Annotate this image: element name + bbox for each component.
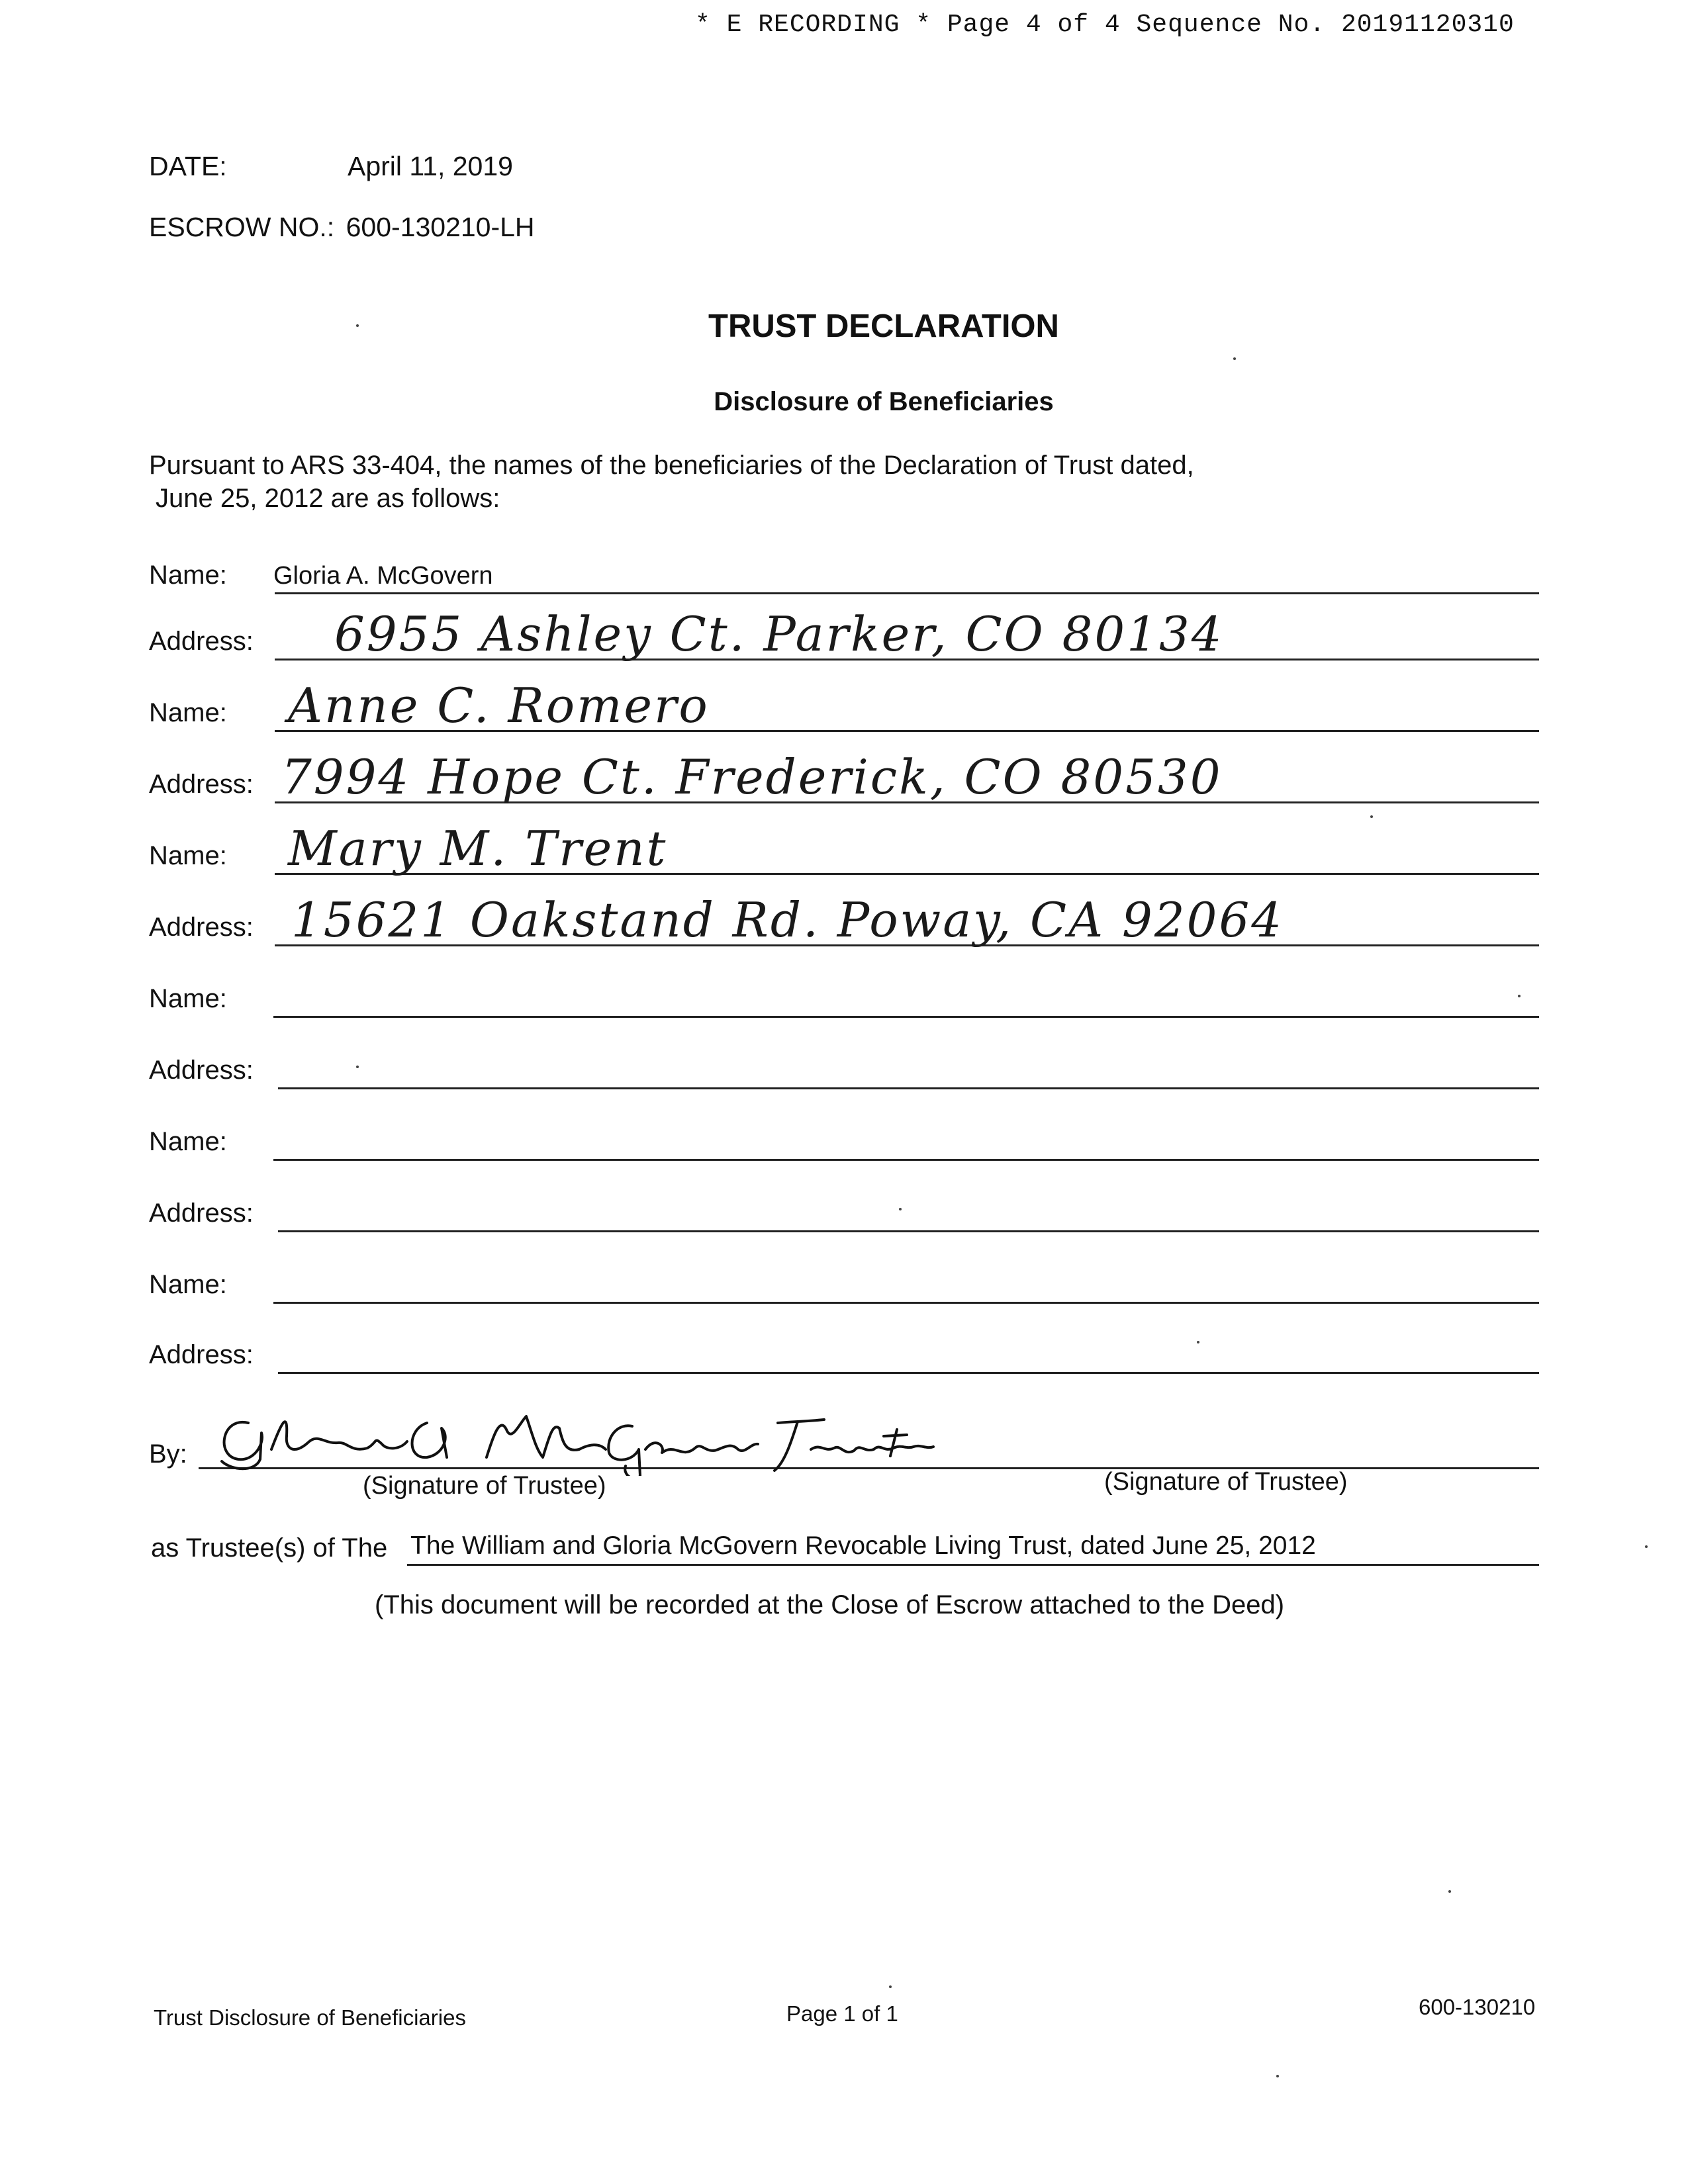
beneficiary-5-address-row	[149, 1181, 1539, 1240]
beneficiary-2-name: Anne C. Romero	[288, 678, 710, 733]
address-label: Address:	[149, 1199, 254, 1228]
name-label: Name:	[149, 841, 227, 870]
name-label: Name:	[149, 1127, 227, 1156]
scan-speck	[1233, 357, 1236, 360]
scan-speck	[1276, 2075, 1279, 2077]
date-label: DATE:	[149, 151, 227, 181]
name-label: Name:	[149, 984, 227, 1013]
trustee-signature	[209, 1396, 1016, 1476]
footer-page-number: Page 1 of 1	[786, 2001, 898, 2026]
beneficiary-3-name-row	[149, 823, 1539, 883]
address-label: Address:	[149, 770, 254, 799]
escrow-value: 600-130210-LH	[346, 212, 535, 242]
scan-speck	[1370, 815, 1373, 818]
recording-note: (This document will be recorded at the Close of Escrow attached to the Deed)	[375, 1590, 1285, 1619]
beneficiary-1-name: Gloria A. McGovern	[273, 562, 493, 590]
beneficiary-3-name: Mary M. Trent	[288, 821, 668, 876]
scan-speck	[356, 324, 359, 327]
trustee-of-label: as Trustee(s) of The	[151, 1533, 388, 1563]
scan-speck	[899, 1208, 902, 1210]
address-line	[278, 1087, 1539, 1089]
beneficiary-2-address-row	[149, 749, 1539, 811]
scan-speck	[356, 1066, 359, 1068]
scan-speck	[1645, 1545, 1648, 1548]
beneficiary-1-name-row	[149, 543, 1539, 602]
name-line	[273, 1302, 1539, 1304]
beneficiary-6-name-row	[149, 1252, 1539, 1312]
name-line	[273, 1016, 1539, 1018]
escrow-label: ESCROW NO.:	[149, 212, 335, 242]
address-label: Address:	[149, 913, 254, 942]
signature-row	[149, 1403, 1539, 1476]
footer-form-name: Trust Disclosure of Beneficiaries	[154, 2005, 466, 2030]
address-label: Address:	[149, 627, 254, 656]
trustee-of-row	[151, 1522, 1539, 1569]
footer-file-number: 600-130210	[1419, 1995, 1536, 2019]
beneficiary-3-address-row	[149, 892, 1539, 954]
name-line	[273, 1159, 1539, 1161]
scan-speck	[1518, 995, 1521, 997]
beneficiary-1-address-row	[149, 606, 1539, 668]
address-line	[278, 1230, 1539, 1232]
by-label: By:	[149, 1439, 187, 1469]
trust-name: The William and Gloria McGovern Revocable Living Trust, dated June 25, 2012	[410, 1531, 1316, 1560]
intro-line-1: Pursuant to ARS 33-404, the names of the beneficiaries of the Declaration of Trust dated,	[149, 451, 1194, 480]
beneficiary-1-address: 6955 Ashley Ct. Parker, CO 80134	[334, 606, 1224, 662]
intro-line-2: June 25, 2012 are as follows:	[156, 484, 500, 513]
signature-caption-2: (Signature of Trustee)	[1104, 1468, 1348, 1496]
scan-speck	[1448, 1890, 1451, 1893]
scan-speck	[889, 1985, 892, 1988]
name-label: Name:	[149, 561, 227, 590]
beneficiary-3-address: 15621 Oakstand Rd. Poway, CA 92064	[291, 892, 1284, 948]
trustee-of-line	[407, 1564, 1539, 1566]
beneficiary-6-address-row	[149, 1322, 1539, 1382]
signature-caption-1: (Signature of Trustee)	[363, 1472, 606, 1500]
scan-speck	[1197, 1341, 1199, 1343]
address-label: Address:	[149, 1340, 254, 1369]
beneficiary-2-address: 7994 Hope Ct. Frederick, CO 80530	[281, 749, 1223, 805]
name-line	[275, 592, 1539, 594]
name-label: Name:	[149, 1270, 227, 1299]
address-line	[278, 1372, 1539, 1374]
beneficiary-4-name-row	[149, 966, 1539, 1026]
document-subtitle: Disclosure of Beneficiaries	[714, 387, 1054, 416]
name-label: Name:	[149, 698, 227, 727]
beneficiary-5-name-row	[149, 1109, 1539, 1169]
document-title: TRUST DECLARATION	[708, 308, 1059, 344]
date-row	[149, 151, 513, 182]
escrow-row	[149, 212, 535, 243]
intro-paragraph	[149, 449, 1539, 515]
address-label: Address:	[149, 1056, 254, 1085]
beneficiary-2-name-row	[149, 680, 1539, 740]
date-value: April 11, 2019	[348, 151, 513, 181]
recording-header: * E RECORDING * Page 4 of 4 Sequence No. 20191120310	[695, 11, 1515, 39]
